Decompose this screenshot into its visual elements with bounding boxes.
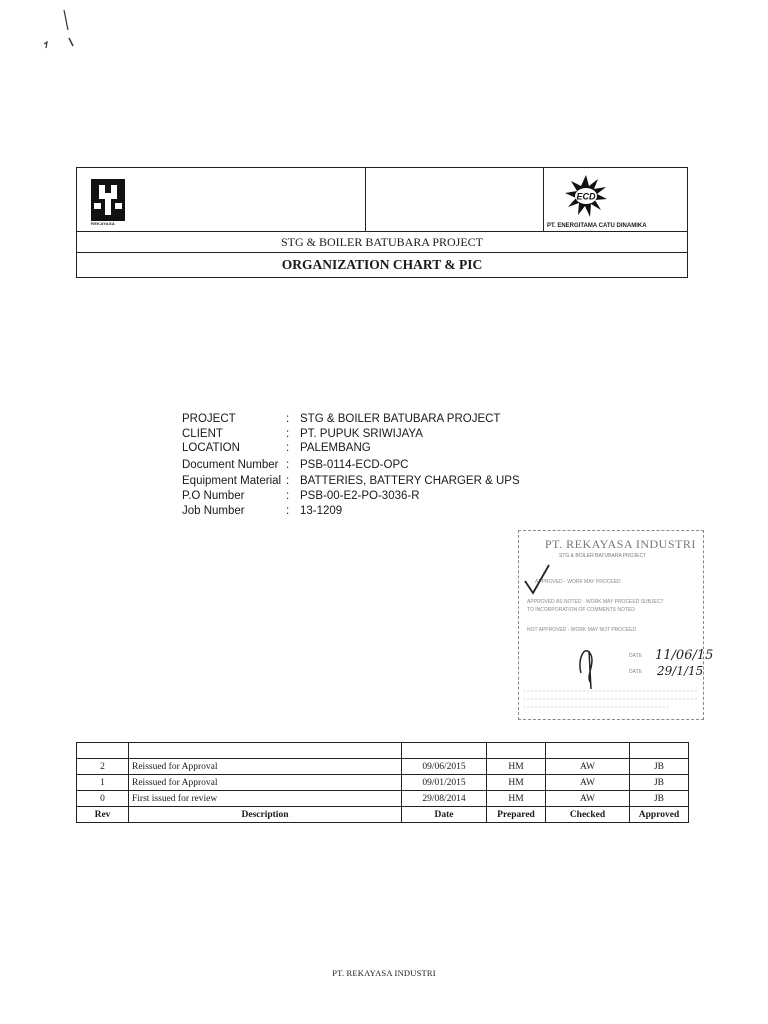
table-row <box>77 791 689 807</box>
info-value: 13-1209 <box>300 505 343 518</box>
info-row-job-number <box>182 504 520 519</box>
cell-prepared: HM <box>487 775 546 791</box>
handwritten-date-1: 11/06/15 <box>655 648 714 663</box>
info-value: PT. PUPUK SRIWIJAYA <box>300 428 423 441</box>
info-value: BATTERIES, BATTERY CHARGER & UPS <box>300 474 520 487</box>
info-separator: : <box>286 413 290 425</box>
info-separator: : <box>286 489 290 502</box>
column-header-prepared: Prepared <box>487 807 546 823</box>
header-logo-cell-right <box>544 168 687 231</box>
info-separator: : <box>286 441 290 454</box>
rekayasa-logo-text: REKAYASA <box>91 221 116 226</box>
cell-rev: 2 <box>77 759 129 775</box>
ecd-company-name: PT. ENERGITAMA CATU DINAMIKA <box>547 223 647 229</box>
approval-stamp <box>518 530 714 720</box>
column-header-rev: Rev <box>77 807 129 823</box>
column-header-description: Description <box>129 807 402 823</box>
info-separator: : <box>286 474 290 487</box>
ecd-badge-text: ECD <box>576 191 596 202</box>
cell-date: 09/06/2015 <box>402 759 487 775</box>
document-title: ORGANIZATION CHART & PIC <box>281 257 483 272</box>
checkmark-icon <box>525 565 549 593</box>
stamp-handwriting <box>519 531 714 721</box>
info-row-project <box>182 412 520 427</box>
cell-date: 09/01/2015 <box>402 775 487 791</box>
stamp-option-not-approved: NOT APPROVED - WORK MAY NOT PROCEED <box>527 627 637 633</box>
info-separator: : <box>286 505 290 518</box>
info-label: LOCATION <box>182 441 240 454</box>
stamp-date-label: DATE <box>629 669 642 675</box>
cell-checked: AW <box>546 775 630 791</box>
info-label: PROJECT <box>182 413 236 425</box>
project-title: STG & BOILER BATUBARA PROJECT <box>77 232 687 253</box>
info-label: Document Number <box>182 459 279 472</box>
info-row-location <box>182 441 520 456</box>
info-label: Equipment Material <box>182 474 282 487</box>
info-value: PSB-0114-ECD-OPC <box>300 459 409 472</box>
document-info-block <box>182 412 520 520</box>
table-row <box>77 775 689 791</box>
stamp-date-label: DATE <box>629 653 642 659</box>
info-value: PALEMBANG <box>300 441 371 454</box>
table-row-blank <box>77 743 689 759</box>
cell-description: Reissued for Approval <box>129 759 402 775</box>
cell-approved: JB <box>630 775 689 791</box>
header-logo-row <box>77 168 687 232</box>
stamp-option-approved: APPROVED - WORK MAY PROCEED <box>535 579 621 585</box>
signature-icon <box>580 651 592 689</box>
cell-checked: AW <box>546 759 630 775</box>
info-row-po-number <box>182 489 520 504</box>
cell-approved: JB <box>630 791 689 807</box>
column-header-date: Date <box>402 807 487 823</box>
cell-approved: JB <box>630 759 689 775</box>
info-label: P.O Number <box>182 489 245 502</box>
table-header-row <box>77 807 689 823</box>
document-header <box>76 167 688 278</box>
page-footer: PT. REKAYASA INDUSTRI <box>332 968 436 978</box>
stamp-title: PT. REKAYASA INDUSTRI <box>545 537 696 551</box>
cell-rev: 0 <box>77 791 129 807</box>
info-row-document-number <box>182 458 520 473</box>
info-label: Job Number <box>182 505 245 518</box>
column-header-approved: Approved <box>630 807 689 823</box>
revision-table <box>76 742 689 823</box>
header-logo-cell-left <box>77 168 366 231</box>
header-blank-cell <box>366 168 544 231</box>
stamp-subtitle: STG & BOILER BATUBARA PROJECT <box>559 553 647 559</box>
info-value: STG & BOILER BATUBARA PROJECT <box>300 413 501 425</box>
info-label: CLIENT <box>182 428 223 441</box>
column-header-checked: Checked <box>546 807 630 823</box>
stamp-option-approved-as-noted: APPROVED AS NOTED - WORK MAY PROCEED SUBJECT <box>527 599 664 605</box>
info-value: PSB-00-E2-PO-3036-R <box>300 489 420 502</box>
cell-prepared: HM <box>487 791 546 807</box>
info-row-equipment-material <box>182 474 520 489</box>
cell-description: First issued for review <box>129 791 402 807</box>
cell-prepared: HM <box>487 759 546 775</box>
scan-artifact-mark <box>40 8 90 53</box>
info-separator: : <box>286 459 290 472</box>
table-row <box>77 759 689 775</box>
rekayasa-logo-icon <box>91 179 125 221</box>
ecd-sunburst-logo-icon <box>564 174 608 218</box>
handwritten-date-2: 29/1/15 <box>657 664 704 678</box>
cell-checked: AW <box>546 791 630 807</box>
cell-date: 29/08/2014 <box>402 791 487 807</box>
stamp-option-noted-cont: TO INCORPORATION OF COMMENTS NOTED <box>527 607 635 613</box>
cell-description: Reissued for Approval <box>129 775 402 791</box>
cell-rev: 1 <box>77 775 129 791</box>
info-separator: : <box>286 428 290 441</box>
